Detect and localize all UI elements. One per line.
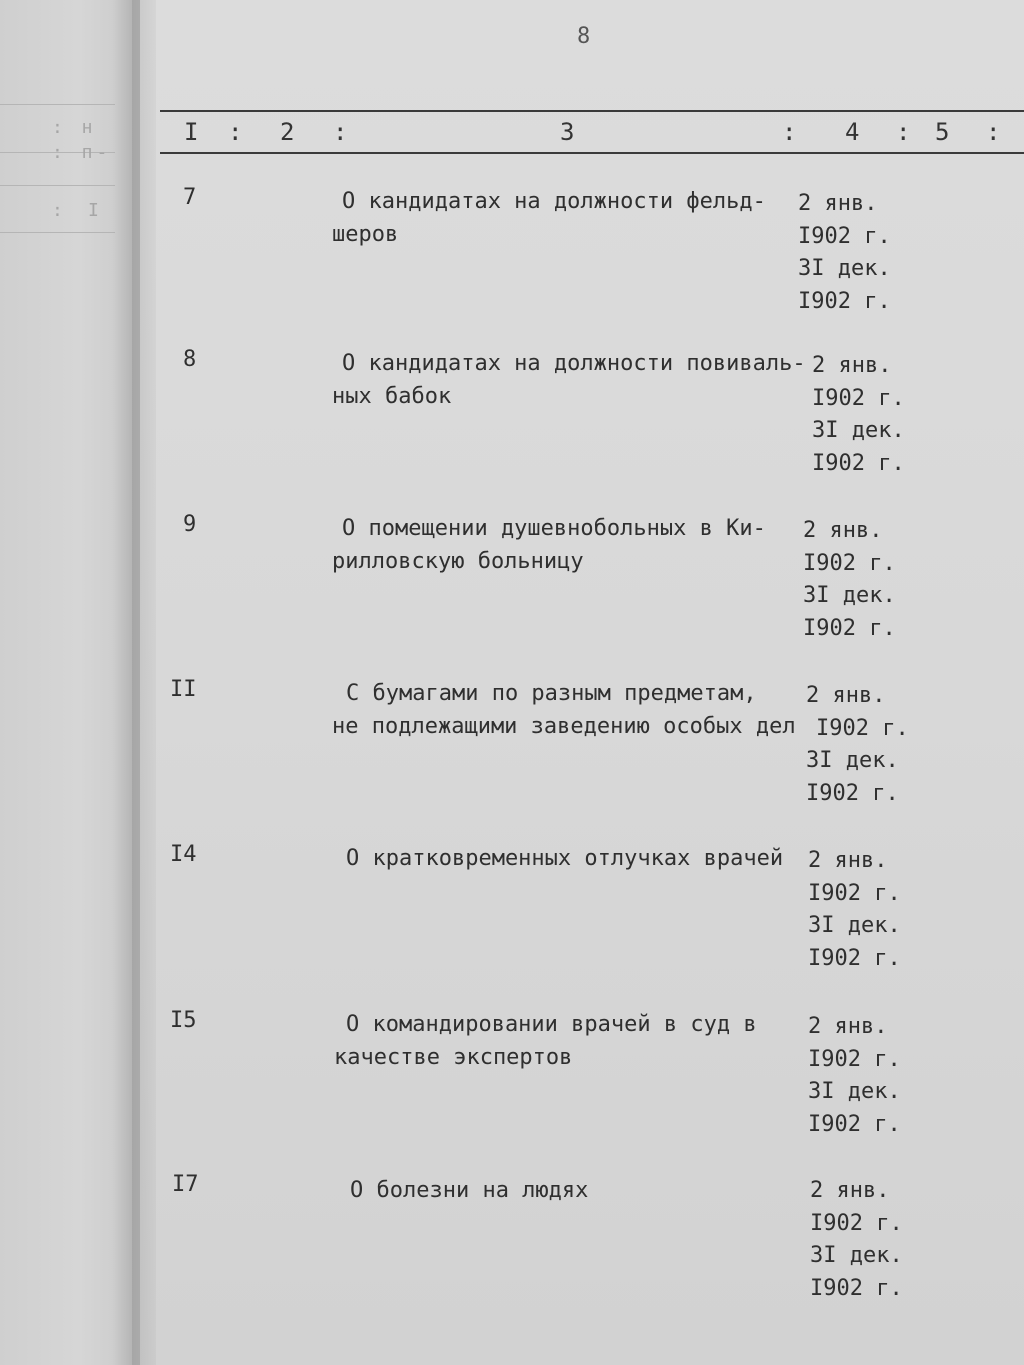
end-day: 3I дек. — [810, 1243, 903, 1268]
end-year: I902 г. — [798, 288, 891, 314]
table-header-bottom-rule — [160, 152, 1024, 154]
end-year: I902 г. — [803, 615, 896, 641]
start-year: I902 г. — [810, 1210, 903, 1236]
start-year: I902 г. — [798, 223, 891, 249]
column-separator: : — [986, 118, 1001, 146]
end-year: I902 г. — [808, 1111, 901, 1137]
case-title-line: С бумагами по разным предметам, — [346, 681, 757, 706]
case-title — [350, 1174, 588, 1207]
case-dates — [806, 680, 909, 810]
end-year: I902 г. — [812, 450, 905, 476]
end-year: I902 г. — [806, 780, 899, 806]
column-header-4: 4 — [845, 118, 860, 146]
start-day: 2 янв. — [812, 353, 892, 378]
start-year: I902 г. — [803, 550, 896, 576]
column-header-1: I — [184, 118, 199, 146]
case-dates — [808, 845, 901, 975]
start-day: 2 янв. — [806, 683, 886, 708]
case-number: 8 — [183, 347, 197, 372]
start-day: 2 янв. — [803, 518, 883, 543]
end-day: 3I дек. — [812, 418, 905, 443]
end-day: 3I дек. — [803, 583, 896, 608]
start-year: I902 г. — [816, 715, 909, 741]
end-day: 3I дек. — [798, 256, 891, 281]
case-title-line: О кратковременных отлучках врачей — [346, 846, 784, 871]
previous-page-bleed-text: I — [88, 200, 103, 221]
case-title-line: шеров — [332, 222, 399, 247]
case-dates — [798, 188, 891, 318]
case-number: I7 — [172, 1172, 199, 1197]
case-title-line: ных бабок — [332, 384, 452, 409]
page-number: 8 — [577, 24, 591, 49]
start-year: I902 г. — [808, 880, 901, 906]
case-number: II — [170, 677, 197, 702]
case-title-line: О кандидатах на должности повиваль- — [342, 351, 806, 376]
end-day: 3I дек. — [808, 913, 901, 938]
case-title-line: не подлежащими заведению особых дел — [332, 714, 796, 739]
previous-page-bleed-text: : п- — [52, 142, 112, 163]
column-separator: : — [896, 118, 911, 146]
case-title — [346, 842, 783, 875]
column-header-5: 5 — [935, 118, 950, 146]
start-day: 2 янв. — [798, 191, 878, 216]
previous-page-bleed-text: : — [52, 200, 67, 221]
case-dates — [810, 1175, 903, 1305]
case-title-line: О помещении душевнобольных в Ки- — [342, 516, 766, 541]
case-number: I5 — [170, 1008, 197, 1033]
column-header-2: 2 — [280, 118, 295, 146]
column-header-3: 3 — [560, 118, 575, 146]
case-number: 7 — [183, 185, 197, 210]
case-title-line: качестве экспертов — [334, 1045, 573, 1070]
start-day: 2 янв. — [808, 1014, 888, 1039]
case-title — [332, 185, 766, 251]
case-title — [332, 512, 766, 578]
case-title — [332, 347, 806, 413]
column-separator: : — [782, 118, 797, 146]
start-year: I902 г. — [812, 385, 905, 411]
end-day: 3I дек. — [808, 1079, 901, 1104]
start-year: I902 г. — [808, 1046, 901, 1072]
case-title — [334, 1008, 757, 1074]
previous-page-rule-lower — [0, 185, 115, 186]
previous-page-rule-lower-2 — [0, 232, 115, 233]
case-dates — [812, 350, 905, 480]
previous-page-bleed-text: : н — [52, 117, 97, 138]
table-header-top-rule — [160, 110, 1024, 112]
case-title-line: О болезни на людях — [350, 1178, 589, 1203]
end-year: I902 г. — [810, 1275, 903, 1301]
column-separator: : — [333, 118, 348, 146]
column-separator: : — [228, 118, 243, 146]
case-title-line: рилловскую больницу — [332, 549, 584, 574]
case-number: 9 — [183, 512, 197, 537]
binding-shadow — [112, 0, 156, 1365]
case-title-line: О кандидатах на должности фельд- — [342, 189, 766, 214]
start-day: 2 янв. — [810, 1178, 890, 1203]
start-day: 2 янв. — [808, 848, 888, 873]
end-year: I902 г. — [808, 945, 901, 971]
case-dates — [803, 515, 896, 645]
case-title-line: О командировании врачей в суд в — [346, 1012, 757, 1037]
case-number: I4 — [170, 842, 197, 867]
case-dates — [808, 1011, 901, 1141]
previous-page-rule-top — [0, 104, 115, 105]
case-title — [332, 677, 796, 743]
end-day: 3I дек. — [806, 748, 899, 773]
